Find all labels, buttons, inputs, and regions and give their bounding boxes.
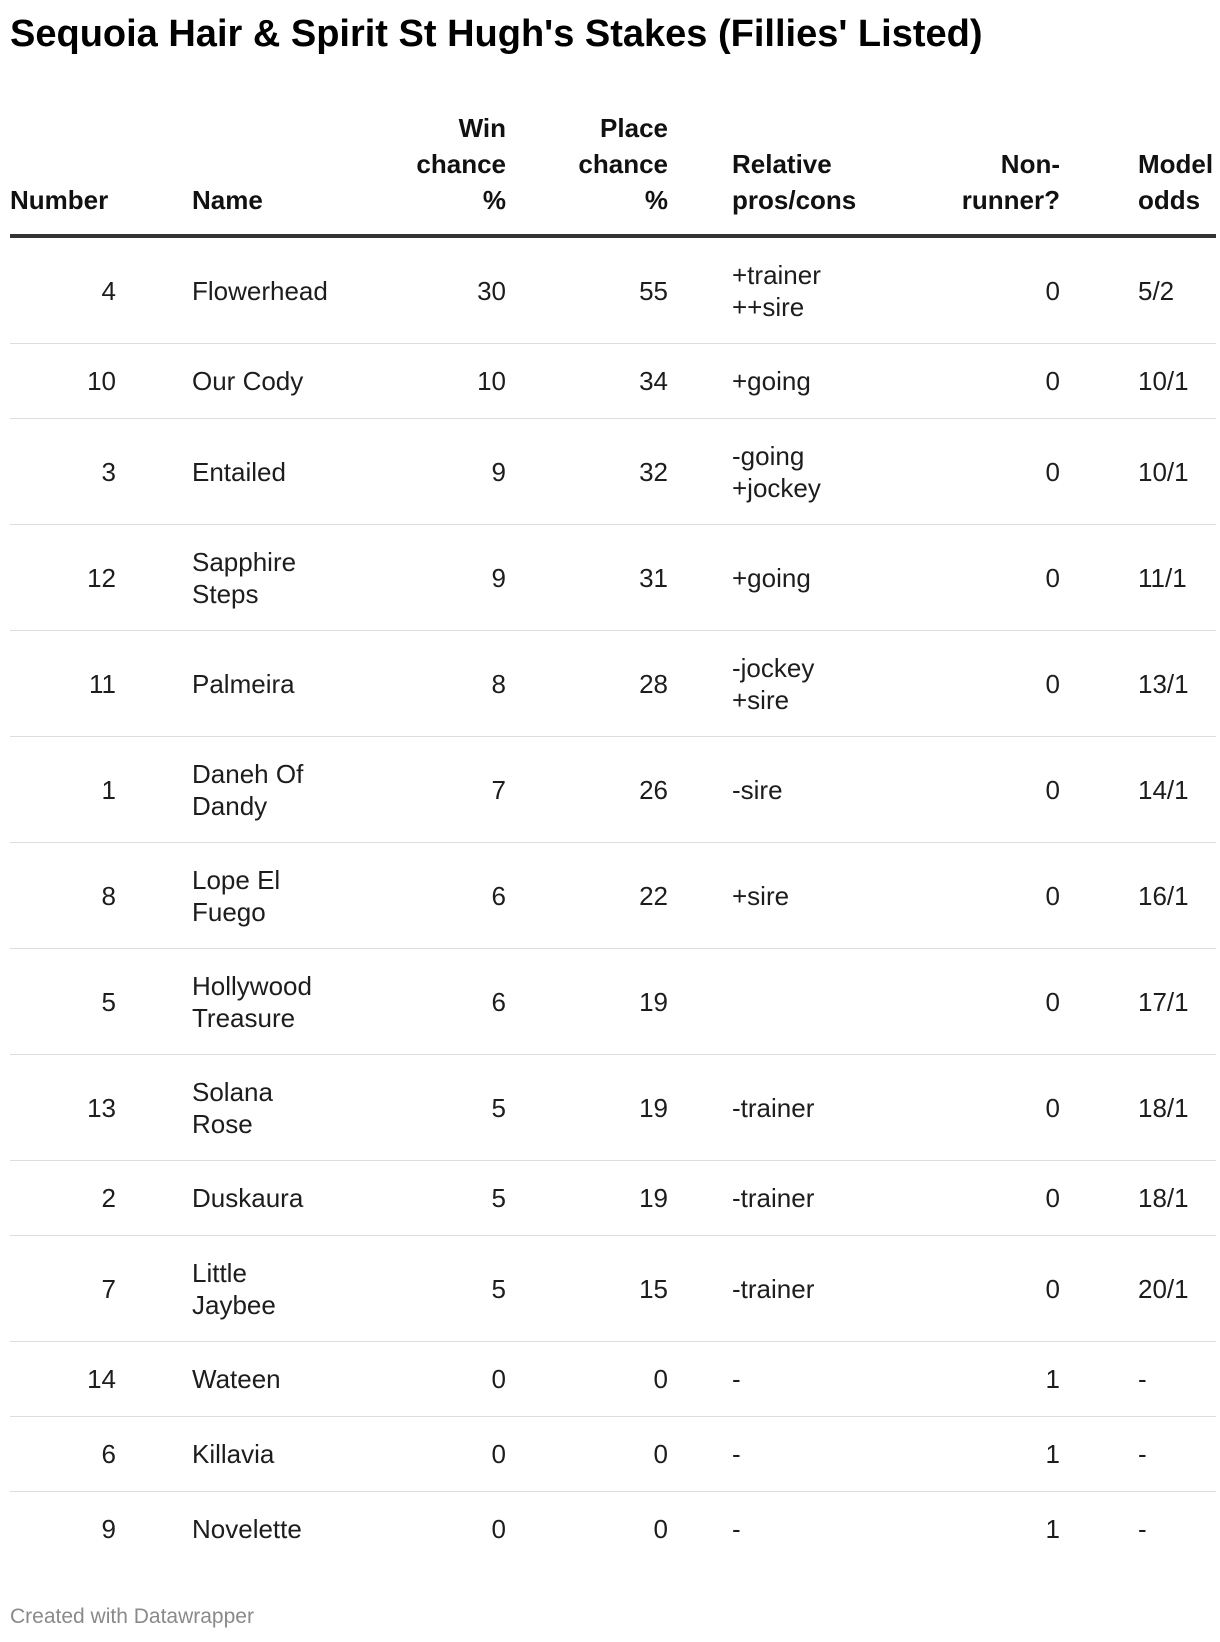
column-header-number[interactable] [10, 110, 176, 236]
table-row [10, 1417, 1216, 1492]
column-header-model-odds[interactable] [1074, 110, 1216, 236]
column-header-pros-cons[interactable] [668, 110, 880, 236]
cell-name-line: Entailed [192, 456, 286, 487]
cell-model-odds: 20/1 [1074, 1236, 1216, 1342]
cell-model-odds: 14/1 [1074, 737, 1216, 843]
cell-name [176, 843, 356, 949]
column-header-line: pros/cons [732, 185, 857, 215]
cell-non-runner: 0 [880, 737, 1074, 843]
cell-name-line: Flowerhead [192, 275, 328, 306]
cell-win-chance: 5 [356, 1236, 506, 1342]
cell-pros-cons-line: - [732, 1514, 741, 1544]
cell-pros-cons [668, 236, 880, 344]
cell-win-chance: 5 [356, 1055, 506, 1161]
cell-pros-cons-line: +trainer [732, 259, 821, 290]
cell-number: 1 [10, 737, 176, 843]
column-header-line: Number [10, 185, 109, 215]
cell-number: 5 [10, 949, 176, 1055]
cell-name [176, 419, 356, 525]
column-header-line: % [482, 185, 506, 215]
table-row [10, 236, 1216, 344]
cell-name-line: Treasure [192, 1002, 296, 1033]
cell-pros-cons [668, 949, 880, 1055]
cell-win-chance: 6 [356, 843, 506, 949]
cell-pros-cons [668, 843, 880, 949]
cell-name-line: Our Cody [192, 366, 304, 396]
cell-win-chance: 0 [491, 1514, 506, 1544]
column-header-win-chance[interactable] [356, 110, 506, 236]
column-header-line: Relative [732, 149, 832, 179]
cell-non-runner: 0 [880, 631, 1074, 737]
cell-name-line: Rose [192, 1108, 253, 1139]
cell-pros-cons-line: -sire [732, 774, 783, 805]
cell-non-runner: 0 [880, 1236, 1074, 1342]
cell-pros-cons [668, 344, 880, 419]
cell-number: 6 [10, 1417, 176, 1492]
cell-place-chance: 55 [506, 236, 668, 344]
cell-number: 3 [10, 419, 176, 525]
cell-name [176, 344, 356, 419]
cell-name [176, 1492, 356, 1567]
cell-place-chance: 0 [653, 1514, 668, 1544]
cell-non-runner: 0 [880, 525, 1074, 631]
cell-non-runner: 0 [880, 1055, 1074, 1161]
cell-name-line: Lope El [192, 864, 281, 895]
cell-number: 8 [10, 843, 176, 949]
cell-non-runner: 0 [880, 949, 1074, 1055]
cell-name-line: Sapphire [192, 546, 297, 577]
cell-place-chance: 19 [506, 949, 668, 1055]
cell-name-line: Dandy [192, 790, 268, 821]
cell-name-line: Wateen [192, 1364, 281, 1394]
cell-name [176, 236, 356, 344]
cell-win-chance: 10 [356, 344, 506, 419]
cell-place-chance: 19 [506, 1161, 668, 1236]
cell-pros-cons [668, 1417, 880, 1492]
cell-name [176, 1055, 356, 1161]
cell-non-runner: 0 [880, 419, 1074, 525]
cell-win-chance: 7 [356, 737, 506, 843]
cell-pros-cons-line: +going [732, 366, 811, 396]
cell-place-chance: 28 [506, 631, 668, 737]
column-header-line: odds [1138, 185, 1201, 215]
cell-pros-cons-line: -trainer [732, 1273, 815, 1304]
cell-name-line: Hollywood [192, 970, 312, 1001]
cell-name [176, 631, 356, 737]
cell-win-chance: 8 [356, 631, 506, 737]
cell-place-chance: 26 [506, 737, 668, 843]
cell-place-chance: 0 [506, 1417, 668, 1492]
cell-pros-cons [668, 737, 880, 843]
cell-pros-cons-line: +going [732, 562, 811, 593]
cell-model-odds: 17/1 [1074, 949, 1216, 1055]
table-row [10, 949, 1216, 1055]
cell-win-chance: 0 [356, 1342, 506, 1417]
column-header-line: Non- [1000, 149, 1060, 179]
cell-name [176, 525, 356, 631]
cell-pros-cons [668, 1236, 880, 1342]
cell-win-chance: 6 [356, 949, 506, 1055]
cell-win-chance: 9 [356, 525, 506, 631]
column-header-line: Name [192, 185, 263, 215]
column-header-line: chance [578, 149, 668, 179]
cell-place-chance: 19 [506, 1055, 668, 1161]
table-row [10, 737, 1216, 843]
cell-pros-cons-line: +sire [732, 880, 790, 911]
cell-non-runner: 0 [880, 344, 1074, 419]
cell-non-runner: 0 [880, 1161, 1074, 1236]
table-row [10, 1055, 1216, 1161]
cell-place-chance: 0 [506, 1342, 668, 1417]
table-row [10, 631, 1216, 737]
cell-name [176, 1236, 356, 1342]
cell-model-odds: 13/1 [1074, 631, 1216, 737]
cell-non-runner: 0 [880, 236, 1074, 344]
table-row [10, 525, 1216, 631]
column-header-line: runner? [961, 185, 1060, 215]
cell-number: 4 [10, 236, 176, 344]
cell-non-runner: 1 [1045, 1514, 1060, 1544]
table-row [10, 1161, 1216, 1236]
cell-win-chance: 5 [356, 1161, 506, 1236]
column-header-line: Win [458, 113, 506, 143]
cell-model-odds: 5/2 [1074, 236, 1216, 344]
cell-number: 12 [10, 525, 176, 631]
cell-model-odds: 18/1 [1074, 1055, 1216, 1161]
cell-pros-cons [668, 1492, 880, 1567]
cell-name-line: Duskaura [192, 1183, 304, 1213]
cell-number: 10 [10, 344, 176, 419]
cell-win-chance: 30 [356, 236, 506, 344]
cell-place-chance: 31 [506, 525, 668, 631]
cell-number: 13 [10, 1055, 176, 1161]
datawrapper-credit[interactable]: Created with Datawrapper [10, 1605, 254, 1628]
column-header-line: % [644, 185, 668, 215]
cell-pros-cons-line: -trainer [732, 1092, 815, 1123]
cell-pros-cons [668, 419, 880, 525]
column-header-line: Model [1138, 149, 1214, 179]
cell-non-runner: 0 [880, 843, 1074, 949]
cell-pros-cons-line: - [732, 1364, 741, 1394]
table-title: Sequoia Hair & Spirit St Hugh's Stakes (Fillies' Listed) [10, 13, 983, 55]
cell-place-chance: 15 [506, 1236, 668, 1342]
cell-pros-cons [668, 1055, 880, 1161]
cell-number: 2 [10, 1161, 176, 1236]
cell-pros-cons-line: -going [732, 440, 805, 471]
table-row [10, 843, 1216, 949]
table-body [10, 236, 1216, 1566]
cell-name-line: Little [192, 1257, 247, 1288]
cell-name-line: Palmeira [192, 668, 295, 699]
cell-place-chance: 34 [506, 344, 668, 419]
header-row [10, 110, 1216, 236]
column-header-line: Place [600, 113, 668, 143]
cell-pros-cons-line: +jockey [732, 472, 821, 503]
cell-model-odds: 11/1 [1074, 525, 1216, 631]
column-header-non-runner[interactable] [880, 110, 1074, 236]
cell-place-chance: 32 [506, 419, 668, 525]
cell-name [176, 737, 356, 843]
cell-pros-cons-line: -trainer [732, 1183, 815, 1213]
cell-model-odds: - [1074, 1417, 1216, 1492]
cell-pros-cons [668, 1161, 880, 1236]
cell-pros-cons-line: -jockey [732, 652, 815, 683]
cell-pros-cons-line: - [732, 1439, 741, 1469]
cell-model-odds: 10/1 [1074, 419, 1216, 525]
cell-name-line: Killavia [192, 1439, 275, 1469]
cell-model-odds: - [1074, 1342, 1216, 1417]
cell-name-line: Novelette [192, 1514, 302, 1544]
cell-name [176, 1417, 356, 1492]
cell-number: 9 [101, 1514, 116, 1544]
cell-win-chance: 9 [356, 419, 506, 525]
cell-name-line: Jaybee [192, 1289, 276, 1320]
column-header-line: chance [416, 149, 506, 179]
cell-name-line: Daneh Of [192, 758, 304, 789]
cell-number: 11 [10, 631, 176, 737]
cell-model-odds: 10/1 [1074, 344, 1216, 419]
cell-model-odds: - [1138, 1514, 1147, 1544]
cell-pros-cons-line: ++sire [732, 291, 805, 322]
cell-name [176, 1161, 356, 1236]
column-header-name[interactable] [176, 110, 356, 236]
cell-number: 7 [10, 1236, 176, 1342]
cell-place-chance: 22 [506, 843, 668, 949]
cell-model-odds: 18/1 [1074, 1161, 1216, 1236]
table-row [10, 1492, 1216, 1567]
cell-pros-cons [668, 1342, 880, 1417]
cell-model-odds: 16/1 [1074, 843, 1216, 949]
cell-number: 14 [10, 1342, 176, 1417]
cell-name [176, 949, 356, 1055]
table-row [10, 344, 1216, 419]
cell-pros-cons [668, 525, 880, 631]
column-header-place-chance[interactable] [506, 110, 668, 236]
table-row [10, 1236, 1216, 1342]
cell-pros-cons-line: +sire [732, 684, 790, 715]
table-row [10, 419, 1216, 525]
cell-non-runner: 1 [880, 1342, 1074, 1417]
table-row [10, 1342, 1216, 1417]
cell-name-line: Fuego [192, 896, 266, 927]
cell-pros-cons [668, 631, 880, 737]
runners-table [10, 110, 1216, 1566]
cell-name-line: Steps [192, 578, 259, 609]
cell-name-line: Solana [192, 1076, 273, 1107]
cell-name [176, 1342, 356, 1417]
cell-non-runner: 1 [880, 1417, 1074, 1492]
cell-win-chance: 0 [356, 1417, 506, 1492]
